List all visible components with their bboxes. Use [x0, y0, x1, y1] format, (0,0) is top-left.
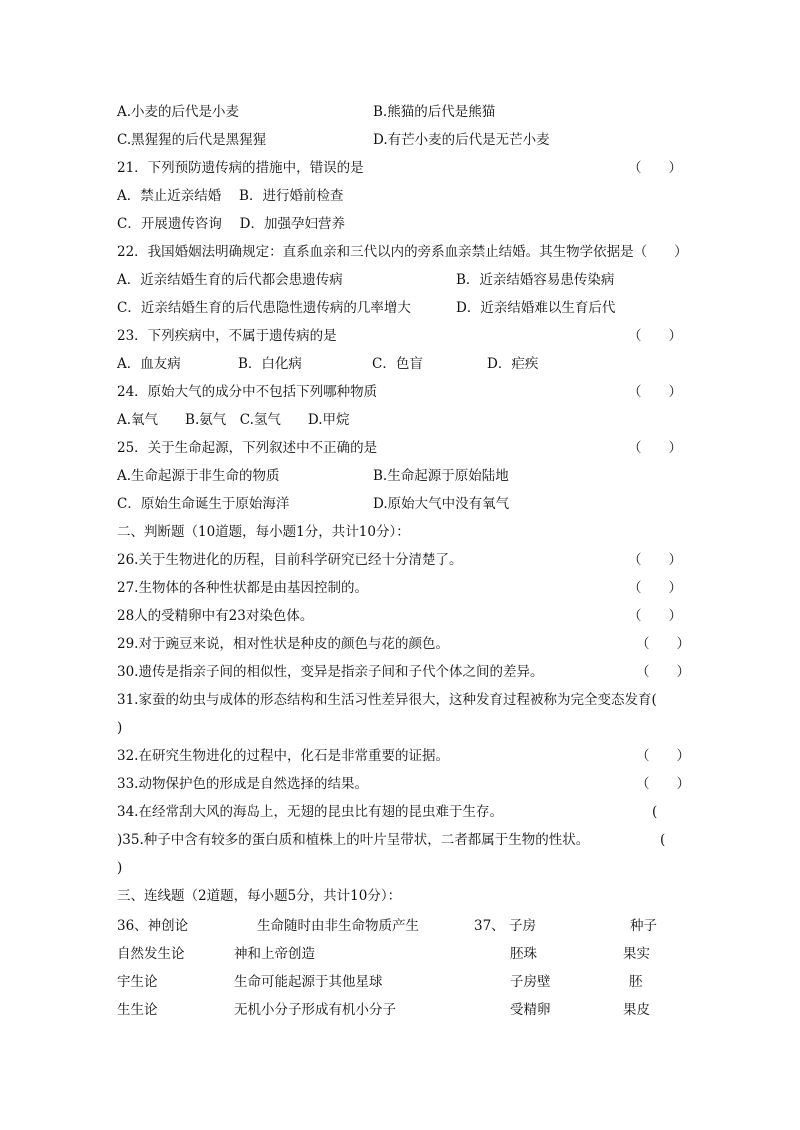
answer-paren-25: （ ） [628, 440, 682, 456]
question-33: 33.动物保护色的形成是自然选择的结果。 [117, 776, 368, 792]
question-30: 30.遗传是指亲子间的相似性，变异是指亲子间和子代个体之间的差异。 [117, 664, 544, 680]
match-37-right-2: 果实 [623, 946, 650, 962]
match-37-left-2: 胚珠 [510, 946, 537, 962]
section-2-heading: 二、判断题（10道题，每小题1分，共计10分）： [117, 524, 410, 540]
match-37-left-4: 受精卵 [510, 1002, 551, 1018]
option-d-q20: D.有芒小麦的后代是无芒小麦 [373, 132, 550, 148]
answer-paren-28: （ ） [628, 608, 682, 624]
answer-paren-33: （ ） [636, 776, 690, 792]
match-37-right-3: 胚 [629, 974, 643, 990]
option-c-q20: C.黑猩猩的后代是黑猩猩 [117, 132, 267, 148]
options-cd-q21: C．开展遗传咨询 D．加强孕妇营养 [117, 216, 345, 232]
match-36-left-4: 生生论 [117, 1002, 158, 1018]
match-36-right-4: 无机小分子形成有机小分子 [234, 1002, 396, 1018]
question-28: 28人的受精卵中有23对染色体。 [117, 608, 314, 624]
options-q24: A.氧气 B.氨气 C.氢气 D.甲烷 [117, 412, 350, 428]
answer-paren-29: （ ） [636, 636, 690, 652]
match-36-left-1: 36、神创论 [117, 918, 189, 934]
option-d-q23: D．疟疾 [487, 356, 539, 372]
question-26: 26.关于生物进化的历程，目前科学研究已经十分清楚了。 [117, 552, 463, 568]
match-36-right-2: 神和上帝创造 [234, 946, 315, 962]
question-25: 25．关于生命起源，下列叙述中不正确的是 [117, 440, 378, 456]
question-31: 31.家蚕的幼虫与成体的形态结构和生活习性差异很大，这种发育过程被称为完全变态发育( [117, 692, 657, 708]
question-27: 27.生物体的各种性状都是由基因控制的。 [117, 580, 368, 596]
option-c-q22: C．近亲结婚生育的后代患隐性遗传病的几率增大 [117, 300, 411, 316]
answer-paren-21: （ ） [628, 160, 682, 176]
match-37-right-1: 种子 [630, 918, 657, 934]
option-d-q25: D.原始大气中没有氧气 [373, 496, 510, 512]
match-37-left-1: 37、 子房 [474, 918, 536, 934]
question-22: 22．我国婚姻法明确规定：直系血亲和三代以内的旁系血亲禁止结婚。其生物学依据是（ ） [117, 244, 688, 260]
question-32: 32.在研究生物进化的过程中，化石是非常重要的证据。 [117, 748, 449, 764]
option-c-q23: C．色盲 [372, 356, 423, 372]
section-3-heading: 三、连线题（2道题，每小题5分，共计10分）： [117, 888, 402, 904]
answer-paren-23: （ ） [628, 328, 682, 344]
match-36-left-3: 宇生论 [117, 974, 158, 990]
match-37-right-4: 果皮 [623, 1002, 650, 1018]
option-b-q23: B．白化病 [238, 356, 302, 372]
question-24: 24．原始大气的成分中不包括下列哪种物质 [117, 384, 378, 400]
question-34: 34.在经常刮大风的海岛上，无翅的昆虫比有翅的昆虫难于生存。 [117, 804, 503, 820]
match-36-left-2: 自然发生论 [117, 946, 185, 962]
answer-paren-31-close: ) [117, 720, 123, 736]
match-36-right-3: 生命可能起源于其他星球 [234, 974, 383, 990]
answer-paren-24: （ ） [628, 384, 682, 400]
answer-paren-34: ( [652, 804, 658, 820]
answer-paren-26: （ ） [628, 552, 682, 568]
option-b-q25: B.生命起源于原始陆地 [373, 468, 509, 484]
answer-paren-32: （ ） [636, 748, 690, 764]
question-35: )35.种子中含有较多的蛋白质和植株上的叶片呈带状，二者都属于生物的性状。 [117, 832, 590, 848]
option-b-q22: B．近亲结婚容易患传染病 [456, 272, 615, 288]
match-37-left-3: 子房壁 [510, 974, 551, 990]
question-29: 29.对于豌豆来说，相对性状是种皮的颜色与花的颜色。 [117, 636, 449, 652]
option-a-q22: A．近亲结婚生育的后代都会患遗传病 [117, 272, 343, 288]
match-36-right-1: 生命随时由非生命物质产生 [257, 918, 419, 934]
options-ab-q21: A．禁止近亲结婚 B．进行婚前检查 [117, 188, 344, 204]
answer-paren-35-close: ) [117, 860, 123, 876]
option-b-q20: B.熊猫的后代是熊猫 [373, 104, 496, 120]
answer-paren-30: （ ） [636, 664, 690, 680]
answer-paren-27: （ ） [628, 580, 682, 596]
option-d-q22: D．近亲结婚难以生育后代 [456, 300, 616, 316]
option-a-q20: A.小麦的后代是小麦 [117, 104, 240, 120]
question-21: 21．下列预防遗传病的措施中，错误的是 [117, 160, 364, 176]
answer-paren-35: ( [660, 832, 666, 848]
option-c-q25: C．原始生命诞生于原始海洋 [117, 496, 290, 512]
question-23: 23．下列疾病中，不属于遗传病的是 [117, 328, 337, 344]
option-a-q25: A.生命起源于非生命的物质 [117, 468, 280, 484]
option-a-q23: A．血友病 [117, 356, 181, 372]
